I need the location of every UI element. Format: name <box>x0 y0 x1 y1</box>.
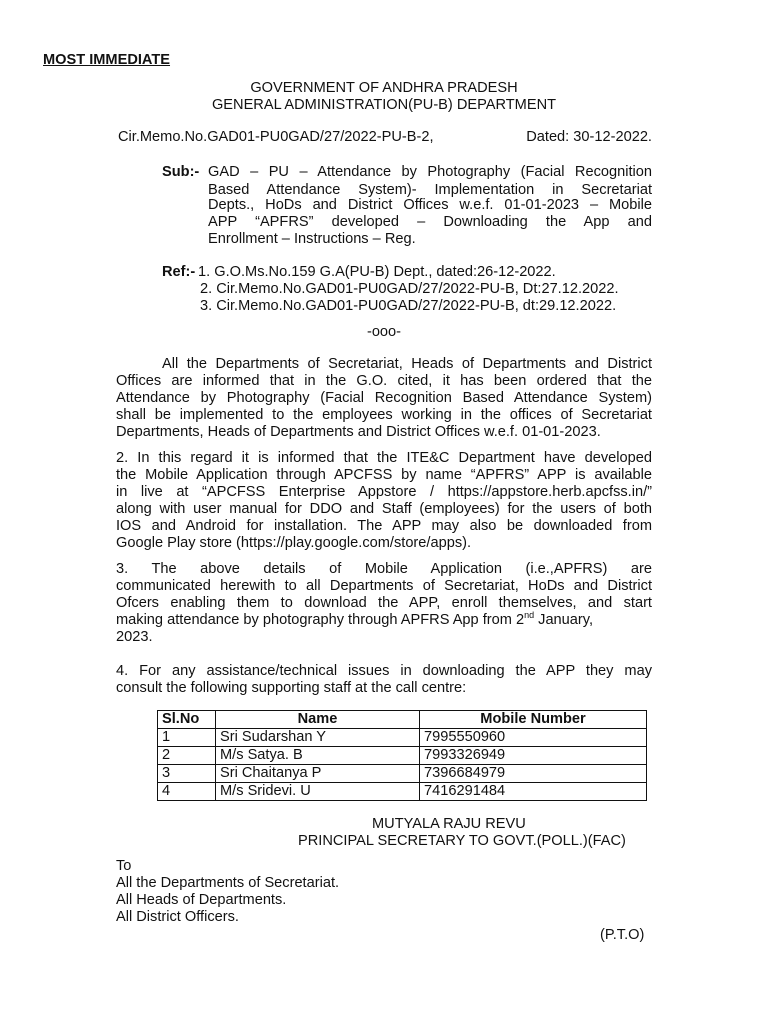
separator: -ooo- <box>366 324 402 340</box>
reference-label: Ref:- <box>162 264 196 280</box>
memo-number: Cir.Memo.No.GAD01-PU0GAD/27/2022-PU-B-2, <box>118 129 434 145</box>
memo-line <box>118 128 652 146</box>
table-row <box>158 729 647 747</box>
paragraph-line: Offices are informed that in the G.O. cited, it has been ordered that the <box>116 373 652 389</box>
cell-mobile: 7396684979 <box>420 765 647 783</box>
paragraph-line: 2023. <box>116 629 153 645</box>
ordinal-suffix: nd <box>524 610 535 621</box>
paragraph-line: the Mobile Application through APCFSS by name “APFRS” APP is available <box>116 467 652 483</box>
cell-name: Sri Chaitanya P <box>216 765 420 783</box>
memo-date: Dated: 30-12-2022. <box>526 129 652 145</box>
recipient-item: All District Officers. <box>116 909 239 925</box>
table-row <box>158 765 647 783</box>
table-header-row <box>158 711 647 729</box>
signatory-name: MUTYALA RAJU REVU <box>372 816 526 832</box>
paragraph-line: 2. In this regard it is informed that the ITE&C Department have developed <box>116 450 652 466</box>
paragraph-line: Departments, Heads of Departments and District Offices w.e.f. 01-01-2023. <box>116 424 601 440</box>
pto-note: (P.T.O) <box>600 927 645 943</box>
recipient-item: All the Departments of Secretariat. <box>116 875 340 891</box>
cell-slno: 4 <box>158 783 216 801</box>
reference-item: 3. Cir.Memo.No.GAD01-PU0GAD/27/2022-PU-B, dt:29.12.2022. <box>200 298 617 314</box>
paragraph-line <box>116 611 652 629</box>
header-name: Name <box>216 711 420 729</box>
cell-mobile: 7416291484 <box>420 783 647 801</box>
paragraph-line: in live at “APCFSS Enterprise Appstore / https://appstore.herb.apcfss.in/” <box>116 484 652 500</box>
signatory-title: PRINCIPAL SECRETARY TO GOVT.(POLL.)(FAC) <box>298 833 626 849</box>
subject-line: Depts., HoDs and District Offices w.e.f. 01-01-2023 – Mobile <box>208 197 652 213</box>
support-staff-table <box>157 710 647 801</box>
paragraph-line: Attendance by Photography (Facial Recognition Based Attendance System) <box>116 390 652 406</box>
table-row <box>158 783 647 801</box>
paragraph-line: Google Play store (https://play.google.com/store/apps). <box>116 535 472 551</box>
paragraph-line: consult the following supporting staff at the call centre: <box>116 680 467 696</box>
cell-slno: 1 <box>158 729 216 747</box>
cell-slno: 2 <box>158 747 216 765</box>
paragraph-line: shall be implemented to the employees working in the offices of Secretariat <box>116 407 652 423</box>
paragraph-text: making attendance by photography through APFRS App from 2 <box>116 612 525 628</box>
header-slno: Sl.No <box>158 711 216 729</box>
paragraph-line: All the Departments of Secretariat, Heads of Departments and District <box>162 356 652 372</box>
reference-item: 2. Cir.Memo.No.GAD01-PU0GAD/27/2022-PU-B, Dt:27.12.2022. <box>200 281 619 297</box>
cell-mobile: 7993326949 <box>420 747 647 765</box>
cell-mobile: 7995550960 <box>420 729 647 747</box>
subject-label: Sub:- <box>162 164 200 180</box>
subject-line: APP “APFRS” developed – Downloading the App and <box>208 214 652 230</box>
government-title: GOVERNMENT OF ANDHRA PRADESH <box>250 80 518 96</box>
cell-name: M/s Sridevi. U <box>216 783 420 801</box>
reference-item: 1. G.O.Ms.No.159 G.A(PU-B) Dept., dated:26-12-2022. <box>198 264 556 280</box>
cell-slno: 3 <box>158 765 216 783</box>
subject-line: GAD – PU – Attendance by Photography (Facial Recognition <box>208 164 652 180</box>
recipient-item: All Heads of Departments. <box>116 892 287 908</box>
subject-line: Enrollment – Instructions – Reg. <box>208 231 416 247</box>
cell-name: Sri Sudarshan Y <box>216 729 420 747</box>
paragraph-line: 4. For any assistance/technical issues in downloading the APP they may <box>116 663 652 679</box>
table-row <box>158 747 647 765</box>
paragraph-line: communicated herewith to all Departments of Secretariat, HoDs and District <box>116 578 652 594</box>
paragraph-line: Ofcers enabling them to download the APP, enroll themselves, and start <box>116 595 652 611</box>
recipients-to: To <box>116 858 132 874</box>
urgency-label: MOST IMMEDIATE <box>43 52 171 68</box>
department-title: GENERAL ADMINISTRATION(PU-B) DEPARTMENT <box>211 97 557 113</box>
header-mobile: Mobile Number <box>420 711 647 729</box>
cell-name: M/s Satya. B <box>216 747 420 765</box>
paragraph-line: IOS and Android for installation. The APP may also be downloaded from <box>116 518 652 534</box>
paragraph-text: January, <box>534 612 594 628</box>
paragraph-line: 3. The above details of Mobile Application (i.e.,APFRS) are <box>116 561 652 577</box>
subject-line: Based Attendance System)- Implementation in Secretariat <box>208 182 652 198</box>
paragraph-line: along with user manual for DDO and Staff (employees) for the users of both <box>116 501 652 517</box>
